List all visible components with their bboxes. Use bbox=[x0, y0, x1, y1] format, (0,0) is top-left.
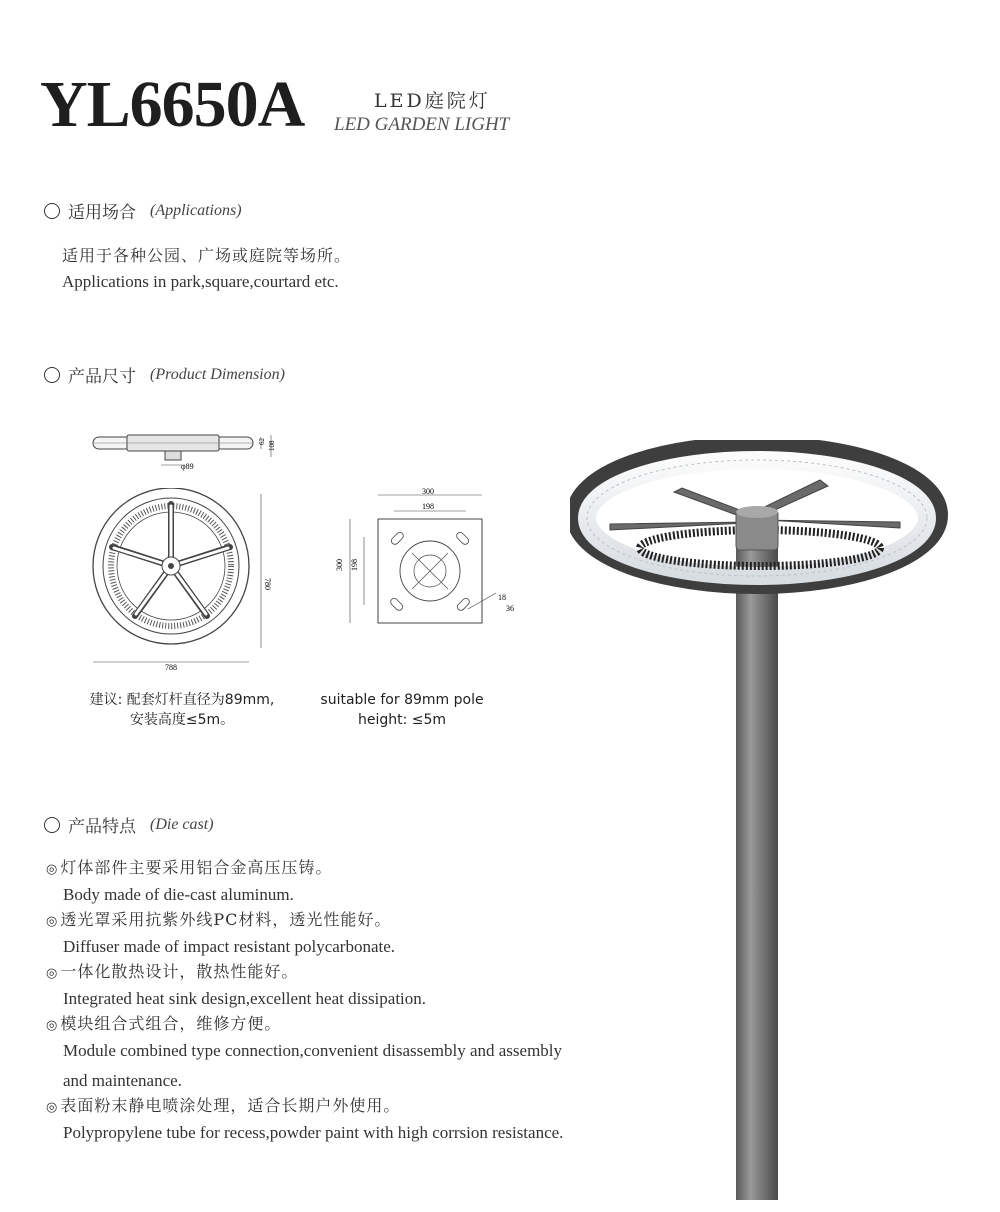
install-note-cn-line2: 安装高度≤5m。 bbox=[129, 712, 235, 728]
install-note-en bbox=[312, 690, 492, 730]
features-heading bbox=[44, 812, 214, 837]
base-label-18: 18 bbox=[498, 593, 506, 602]
feature-en: Polypropylene tube for recess,powder paint with high corrsion resistance. bbox=[63, 1123, 564, 1142]
top-view-drawing bbox=[85, 488, 285, 678]
feature-en: Module combined type connection,convenient disassembly and assembly bbox=[63, 1041, 563, 1060]
circle-bullet-icon bbox=[44, 817, 60, 833]
applications-text bbox=[62, 243, 351, 295]
install-note-cn bbox=[62, 690, 302, 730]
feature-cn: 灯体部件主要采用铝合金高压压铸。 bbox=[60, 858, 333, 877]
top-label-788: 788 bbox=[165, 663, 177, 672]
dimension-heading bbox=[44, 362, 285, 387]
side-view-drawing bbox=[85, 425, 285, 475]
feature-en: Integrated heat sink design,excellent heat dissipation. bbox=[63, 989, 427, 1008]
title-cn: LED庭院灯 bbox=[374, 90, 491, 112]
double-circle-bullet-icon: ◎ bbox=[46, 966, 59, 981]
base-label-198-top: 198 bbox=[422, 502, 434, 511]
pole bbox=[736, 540, 778, 1200]
base-label-36: 36 bbox=[506, 604, 514, 613]
applications-text-en: Applications in park,square,courtard etc. bbox=[62, 272, 339, 291]
applications-heading-en: (Applications) bbox=[150, 201, 242, 219]
feature-cn: 模块组合式组合，维修方便。 bbox=[60, 1014, 282, 1033]
side-label-pole: φ89 bbox=[181, 462, 194, 471]
features-heading-en: (Die cast) bbox=[150, 815, 214, 833]
feature-en: Diffuser made of impact resistant polycarbonate. bbox=[63, 937, 396, 956]
title-en: LED GARDEN LIGHT bbox=[334, 114, 510, 135]
dimension-heading-cn: 产品尺寸 bbox=[68, 367, 136, 387]
side-label-62: 62 bbox=[258, 438, 266, 445]
double-circle-bullet-icon: ◎ bbox=[46, 1100, 59, 1115]
top-label-780: 780 bbox=[263, 578, 272, 590]
double-circle-bullet-icon: ◎ bbox=[46, 862, 59, 877]
model-number: YL6650A bbox=[40, 68, 305, 141]
base-label-198-side: 198 bbox=[350, 559, 359, 571]
applications-text-cn: 适用于各种公园、广场或庭院等场所。 bbox=[62, 246, 352, 265]
double-circle-bullet-icon: ◎ bbox=[46, 1018, 59, 1033]
feature-en: Body made of die-cast aluminum. bbox=[63, 885, 294, 904]
features-heading-cn: 产品特点 bbox=[68, 817, 136, 837]
applications-heading bbox=[44, 198, 242, 223]
base-plate-drawing bbox=[330, 485, 520, 645]
applications-heading-cn: 适用场合 bbox=[68, 203, 136, 223]
base-label-300-top: 300 bbox=[422, 487, 434, 496]
circle-bullet-icon bbox=[44, 367, 60, 383]
double-circle-bullet-icon: ◎ bbox=[46, 914, 59, 929]
side-label-108: 108 bbox=[268, 440, 276, 451]
feature-cn: 一体化散热设计，散热性能好。 bbox=[60, 962, 299, 981]
circle-bullet-icon bbox=[44, 203, 60, 219]
feature-cn: 透光罩采用抗紫外线PC材料，透光性能好。 bbox=[60, 910, 392, 929]
feature-cn: 表面粉末静电喷涂处理，适合长期户外使用。 bbox=[60, 1096, 401, 1115]
feature-en-continued: and maintenance. bbox=[63, 1071, 182, 1090]
product-photo bbox=[570, 440, 955, 1205]
install-note-en-line2: height: ≤5m bbox=[357, 712, 447, 728]
install-note-cn-line1: 建议: 配套灯杆直径为89mm, bbox=[89, 692, 275, 708]
dimension-heading-en: (Product Dimension) bbox=[150, 365, 285, 383]
install-note-en-line1: suitable for 89mm pole bbox=[320, 692, 484, 708]
base-label-300-side: 300 bbox=[335, 559, 344, 571]
